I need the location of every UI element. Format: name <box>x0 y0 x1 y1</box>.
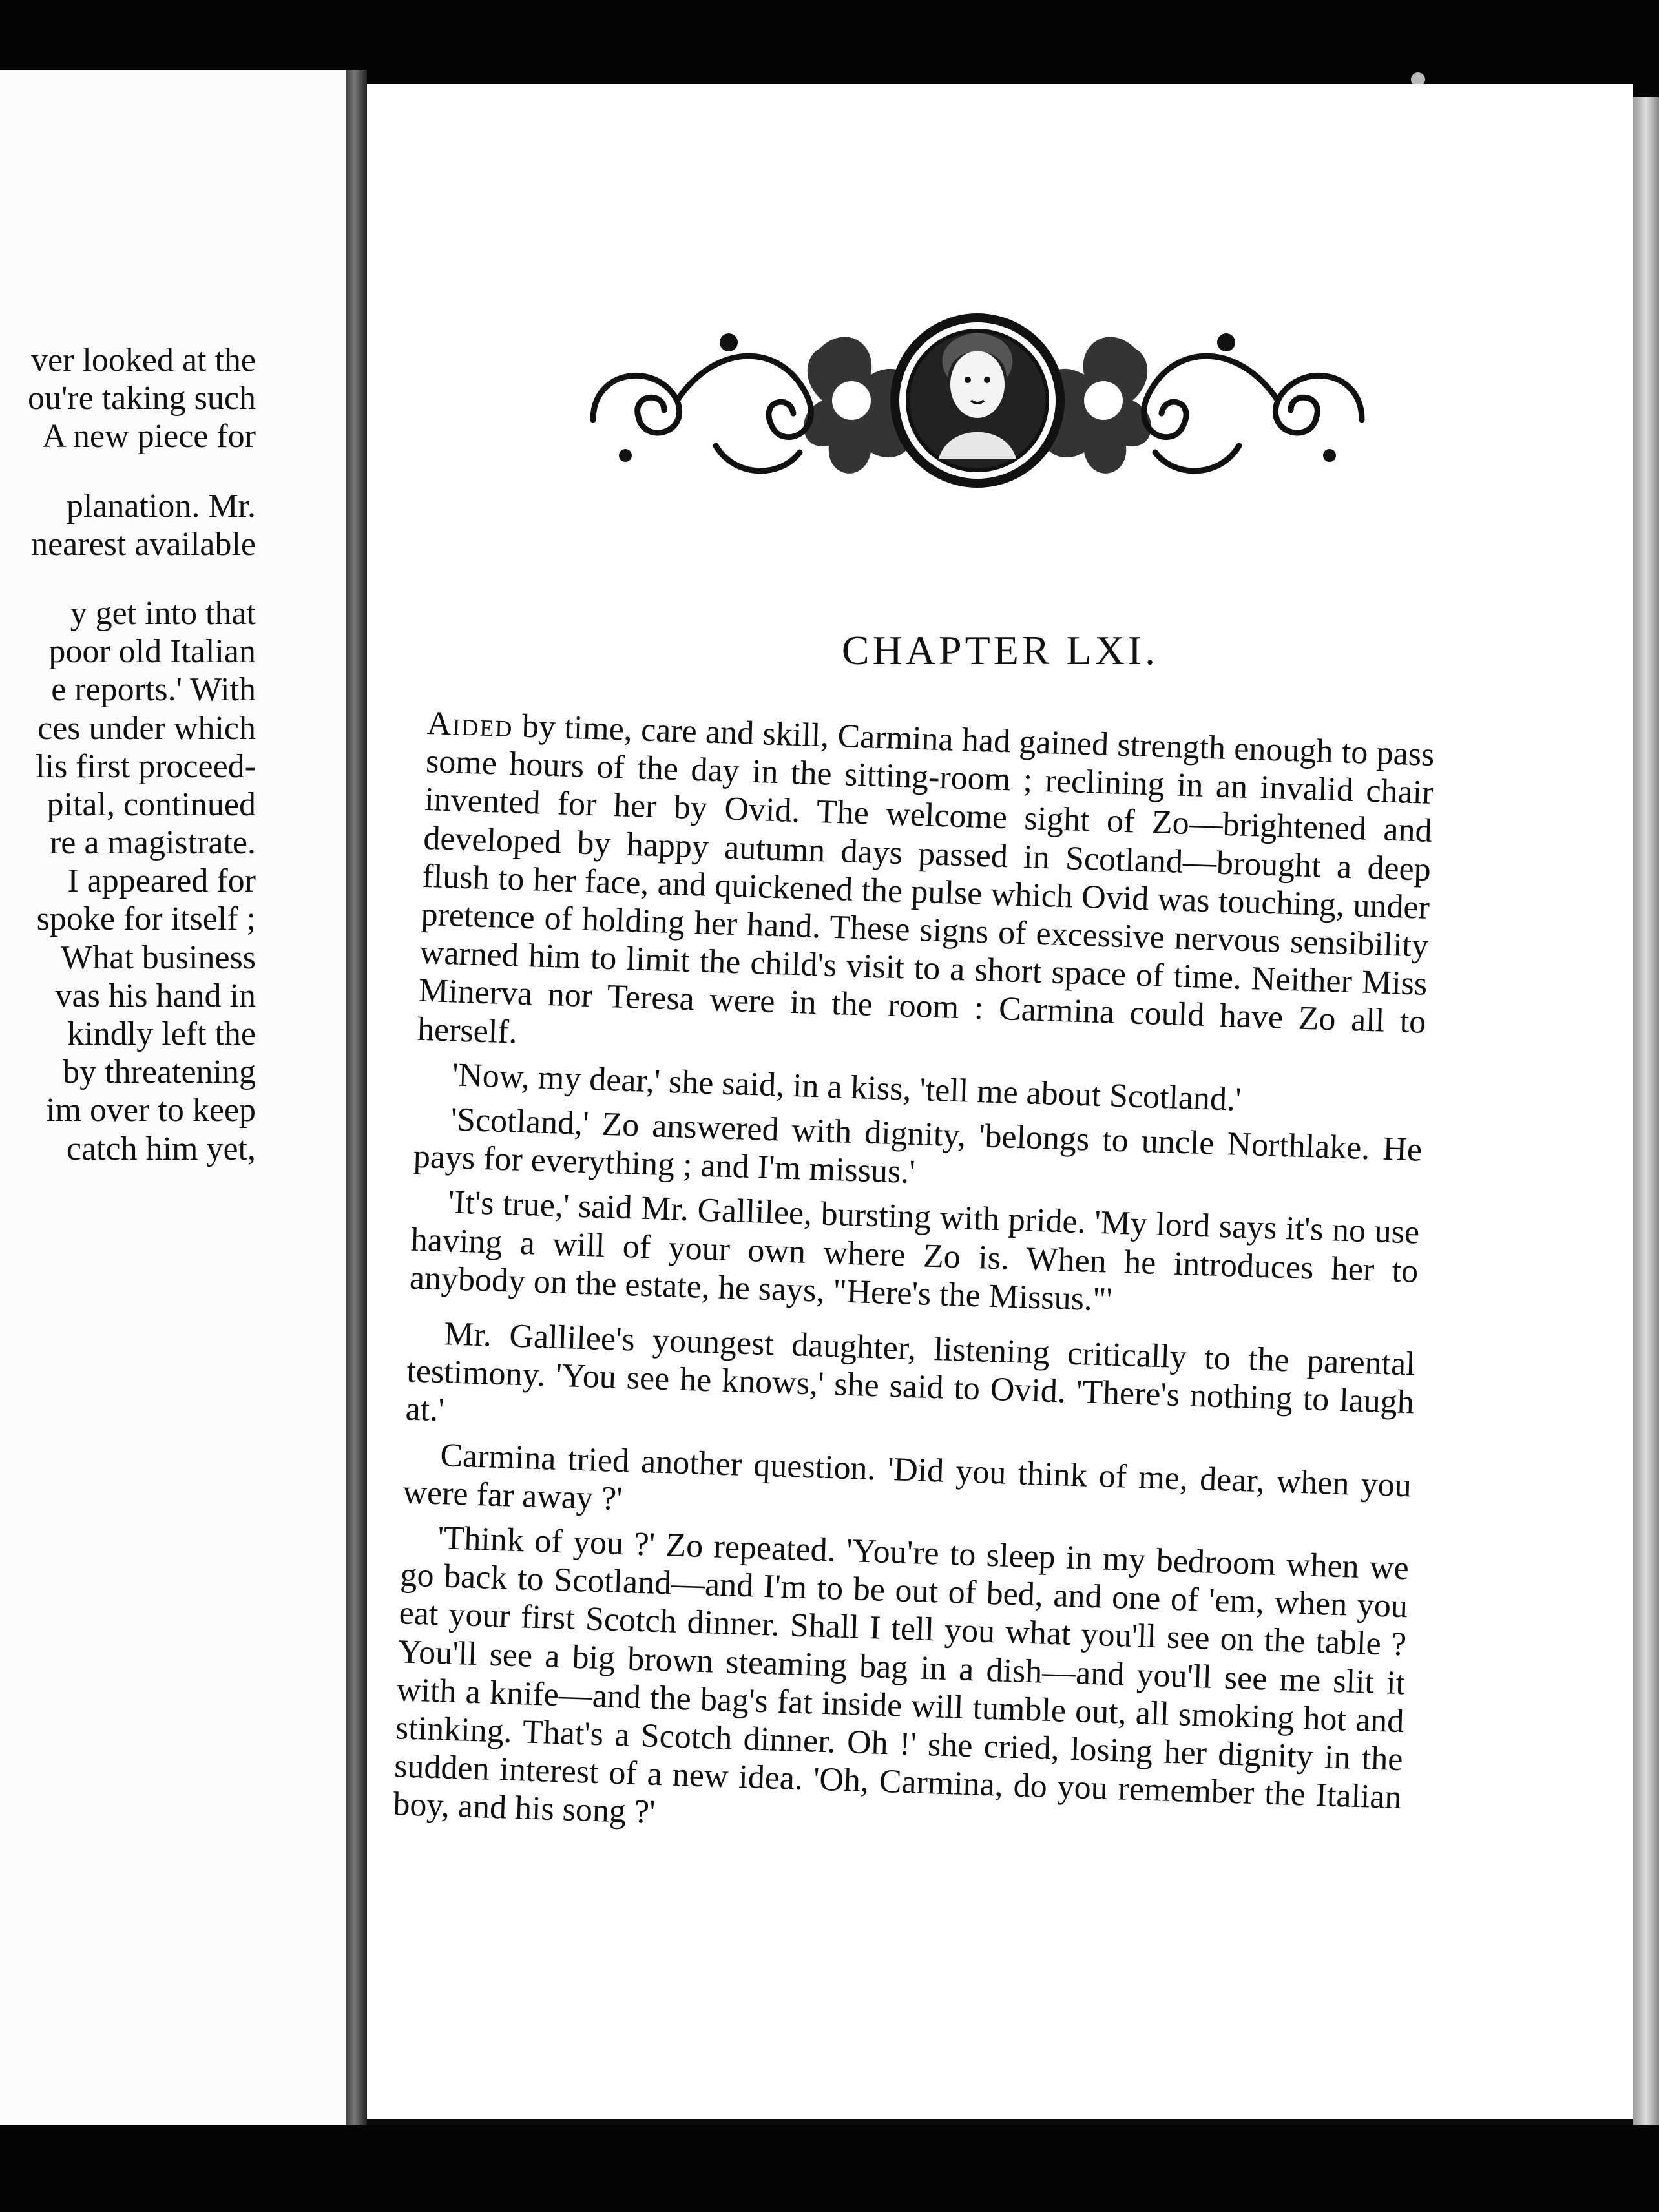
book-gutter <box>346 70 367 2147</box>
chapter-ornament <box>567 304 1388 497</box>
left-page-text <box>0 341 256 1168</box>
paragraph <box>417 704 1435 1080</box>
left-line: ver looked at the <box>31 342 256 379</box>
left-line: planation. Mr. <box>66 487 256 525</box>
left-line: vas his hand in <box>55 977 256 1014</box>
left-line: ou're taking such <box>27 380 256 417</box>
chapter-title: CHAPTER LXI. <box>841 627 1159 673</box>
left-line: lis first proceed- <box>36 747 256 785</box>
chapter-body <box>392 704 1435 1862</box>
left-line: im over to keep <box>46 1092 256 1129</box>
left-line: I appeared for <box>67 862 256 900</box>
left-line: e reports.' With <box>51 671 256 709</box>
right-page <box>367 84 1633 2119</box>
paragraph: 'Scotland,' Zo answered with dignity, 'belongs to uncle Northlake. He pays for everything ; and I'm missus.' <box>413 1101 1423 1191</box>
left-line: spoke for itself ; <box>36 901 256 938</box>
left-line: ces under which <box>37 709 256 747</box>
left-line: What business <box>61 939 256 976</box>
paragraph: 'It's true,' said Mr. Gallilee, bursting with pride. 'My lord says it's no use having a will of your own where Zo is. When he introduces her to anybody on the estate, he says, "Here's the Missus."' <box>409 1184 1420 1319</box>
left-line: nearest available <box>31 525 256 563</box>
page-edge <box>1633 97 1659 2125</box>
left-line: A new piece for <box>42 418 256 455</box>
left-line: pital, continued <box>47 786 256 823</box>
left-page <box>0 70 346 2147</box>
paragraph: 'Think of you ?' Zo repeated. 'You're to sleep in my bedroom when we go back to Scotland—and I'm to be out of bed, and one of 'em, when you eat your first Scotch dinner. Shall I tell you what you'll see on the table ? You'll see a big brown steaming bag in a dish—and you'll see me slit it with a knife—and the bag's fat inside will tumble out, all smoking hot and stinking. That's a Scotch dinner. Oh !' she cried, losing her dignity in the sudden interest of a new idea. 'Oh, Carmina, do you remember the Italian boy, and his song ?' <box>392 1519 1410 1831</box>
paragraph: Mr. Gallilee's youngest daughter, listening critically to the parental testimony. 'You see he knows,' she said to Ovid. 'There's nothing to laugh at.' <box>404 1315 1416 1429</box>
paragraph: 'Now, my dear,' she said, in a kiss, 'tell me about Scotland.' <box>452 1056 1242 1118</box>
opening-word: Aided <box>426 704 514 745</box>
left-line: by threatening <box>63 1054 256 1091</box>
paragraph-text: by time, care and skill, Carmina had gained strength enough to pass some hours of the day in the sitting-room ; reclining in an invalid chair invented for her by Ovid. The welcome sight of Zo—brightened and developed by happy autumn days passed in Scotland—brought a deep flush to her face, and quickened the pulse which Ovid was touching, under pretence of holding her hand. These signs of excessive nervous sensibility warned him to limit the child's visit to a short space of time. Neither Miss Minerva nor Teresa were in the room : Carmina could have Zo all to herself. <box>417 707 1435 1051</box>
left-line: re a magistrate. <box>49 824 256 862</box>
left-line: y get into that <box>70 594 256 632</box>
left-line: poor old Italian <box>48 633 256 671</box>
left-line: kindly left the <box>67 1016 256 1052</box>
scan-bottom-border <box>0 2125 1659 2212</box>
left-line: catch him yet, <box>66 1130 256 1167</box>
paragraph: Carmina tried another question. 'Did you think of me, dear, when you were far away ?' <box>402 1436 1412 1518</box>
